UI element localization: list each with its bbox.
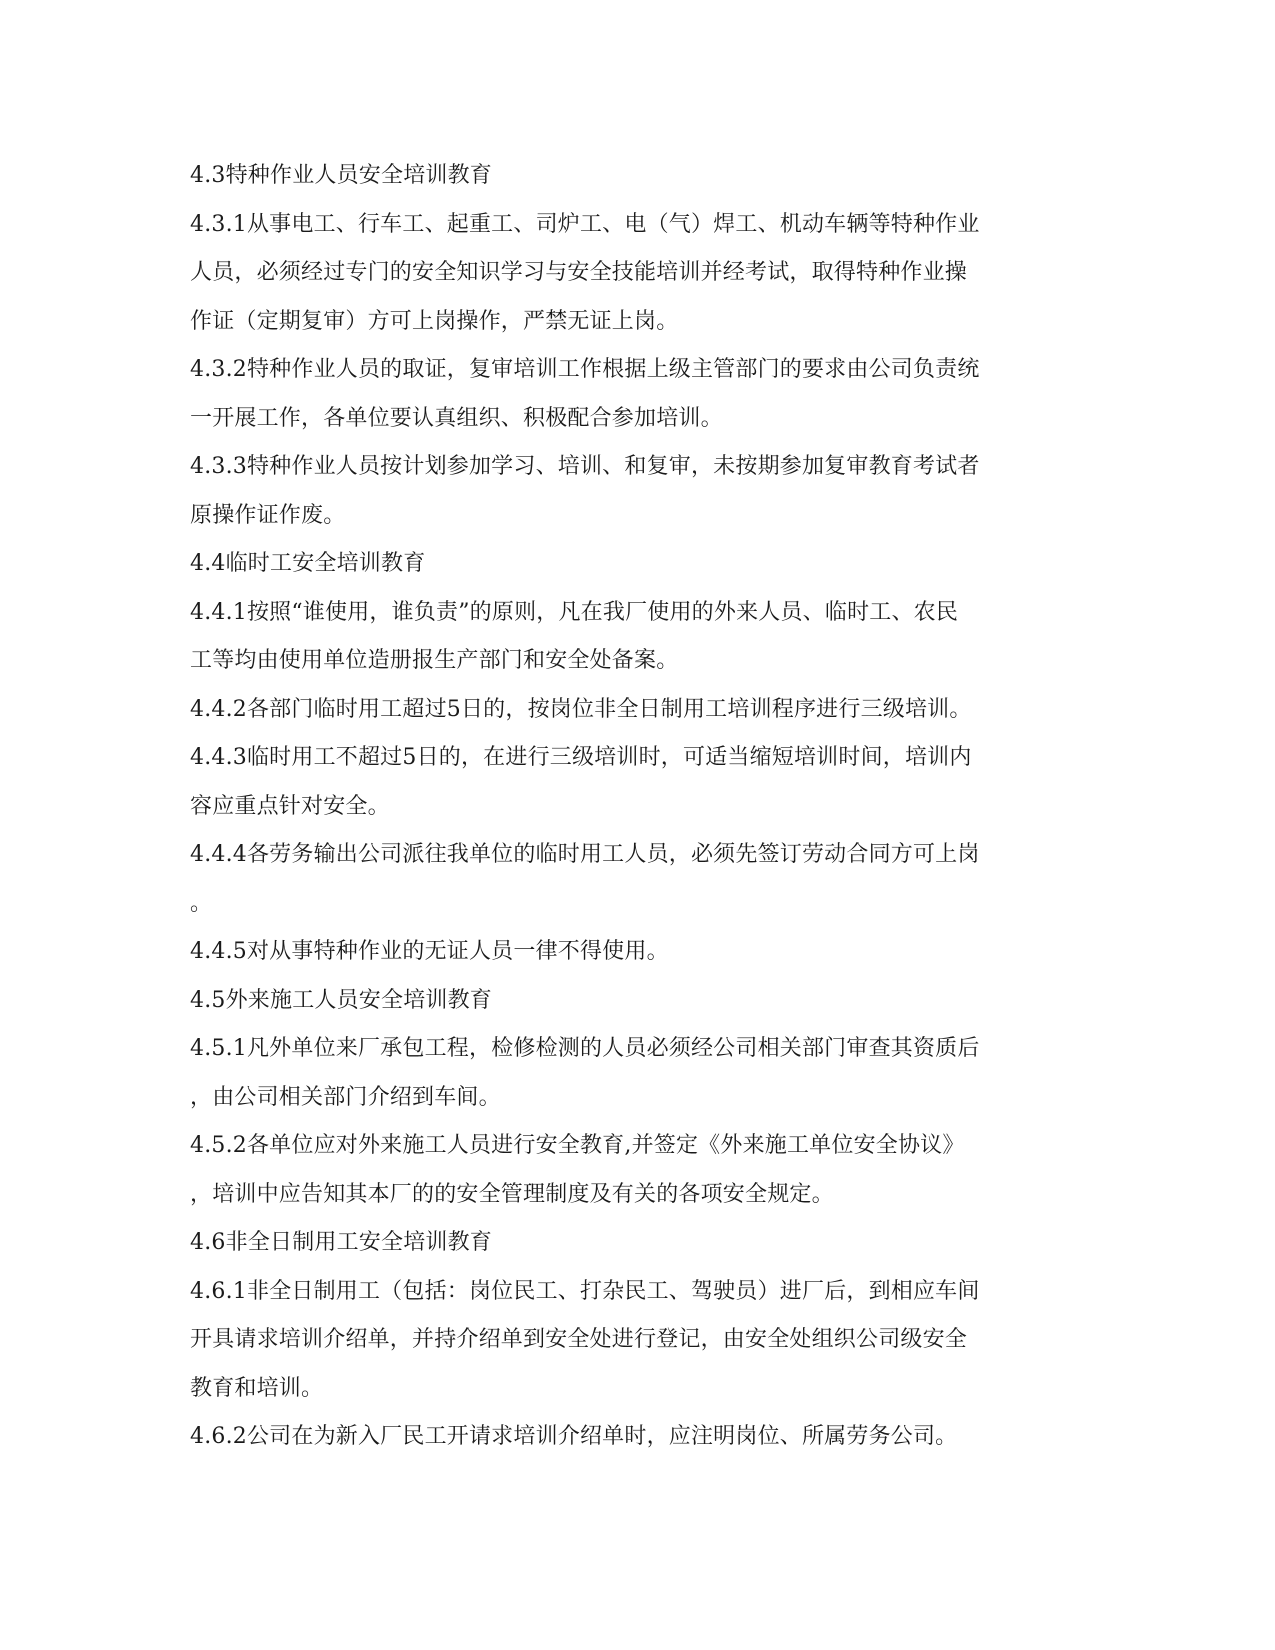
paragraph-line: 教育和培训。	[190, 1375, 324, 1401]
paragraph-line: 4.4.5对从事特种作业的无证人员一律不得使用。	[190, 939, 669, 964]
paragraph-line: 4.4.4各劳务输出公司派往我单位的临时用工人员，必须先签订劳动合同方可上岗	[190, 842, 980, 867]
paragraph-line: ，培训中应告知其本厂的的安全管理制度及有关的各项安全规定。	[190, 1181, 834, 1207]
paragraph-line: 开具请求培训介绍单，并持介绍单到安全处进行登记，由安全处组织公司级安全	[190, 1327, 968, 1352]
paragraph-line: 容应重点针对安全。	[190, 793, 390, 819]
section-heading-4-3: 4.3特种作业人员安全培训教育	[190, 163, 492, 188]
paragraph-line: 人员，必须经过专门的安全知识学习与安全技能培训并经考试，取得特种作业操	[190, 260, 968, 285]
paragraph-line: 4.5.2各单位应对外来施工人员进行安全教育,并签定《外来施工单位安全协议》	[190, 1133, 965, 1158]
paragraph-line: 工等均由使用单位造册报生产部门和安全处备案。	[190, 648, 679, 673]
section-heading-4-4: 4.4临时工安全培训教育	[190, 551, 426, 576]
paragraph-line: 4.4.1按照“谁使用，谁负责”的原则，凡在我厂使用的外来人员、临时工、农民	[190, 599, 959, 625]
paragraph-line: 4.3.1从事电工、行车工、起重工、司炉工、电（气）焊工、机动车辆等特种作业	[190, 211, 980, 237]
paragraph-line: 原操作证作废。	[190, 502, 346, 528]
paragraph-line: 4.6.1非全日制用工（包括：岗位民工、打杂民工、驾驶员）进厂后，到相应车间	[190, 1278, 980, 1304]
section-heading-4-6: 4.6非全日制用工安全培训教育	[190, 1230, 492, 1255]
paragraph-line: 一开展工作，各单位要认真组织、积极配合参加培训。	[190, 405, 723, 431]
paragraph-line: 4.3.2特种作业人员的取证，复审培训工作根据上级主管部门的要求由公司负责统	[190, 357, 980, 382]
paragraph-line: 4.6.2公司在为新入厂民工开请求培训介绍单时，应注明岗位、所属劳务公司。	[190, 1424, 958, 1449]
paragraph-line: ，由公司相关部门介绍到车间。	[190, 1084, 501, 1110]
paragraph-line: 4.5.1凡外单位来厂承包工程，检修检测的人员必须经公司相关部门审查其资质后	[190, 1036, 980, 1061]
document-body	[190, 152, 1085, 1462]
paragraph-line: 4.3.3特种作业人员按计划参加学习、培训、和复审，未按期参加复审教育考试者	[190, 454, 980, 479]
paragraph-line: 作证（定期复审）方可上岗操作，严禁无证上岗。	[190, 308, 679, 334]
paragraph-line: 4.4.3临时用工不超过5日的，在进行三级培训时，可适当缩短培训时间，培训内	[190, 745, 972, 770]
paragraph-line: 4.4.2各部门临时用工超过5日的，按岗位非全日制用工培训程序进行三级培训。	[190, 696, 972, 722]
paragraph-line: 。	[190, 890, 213, 916]
section-heading-4-5: 4.5外来施工人员安全培训教育	[190, 987, 492, 1013]
